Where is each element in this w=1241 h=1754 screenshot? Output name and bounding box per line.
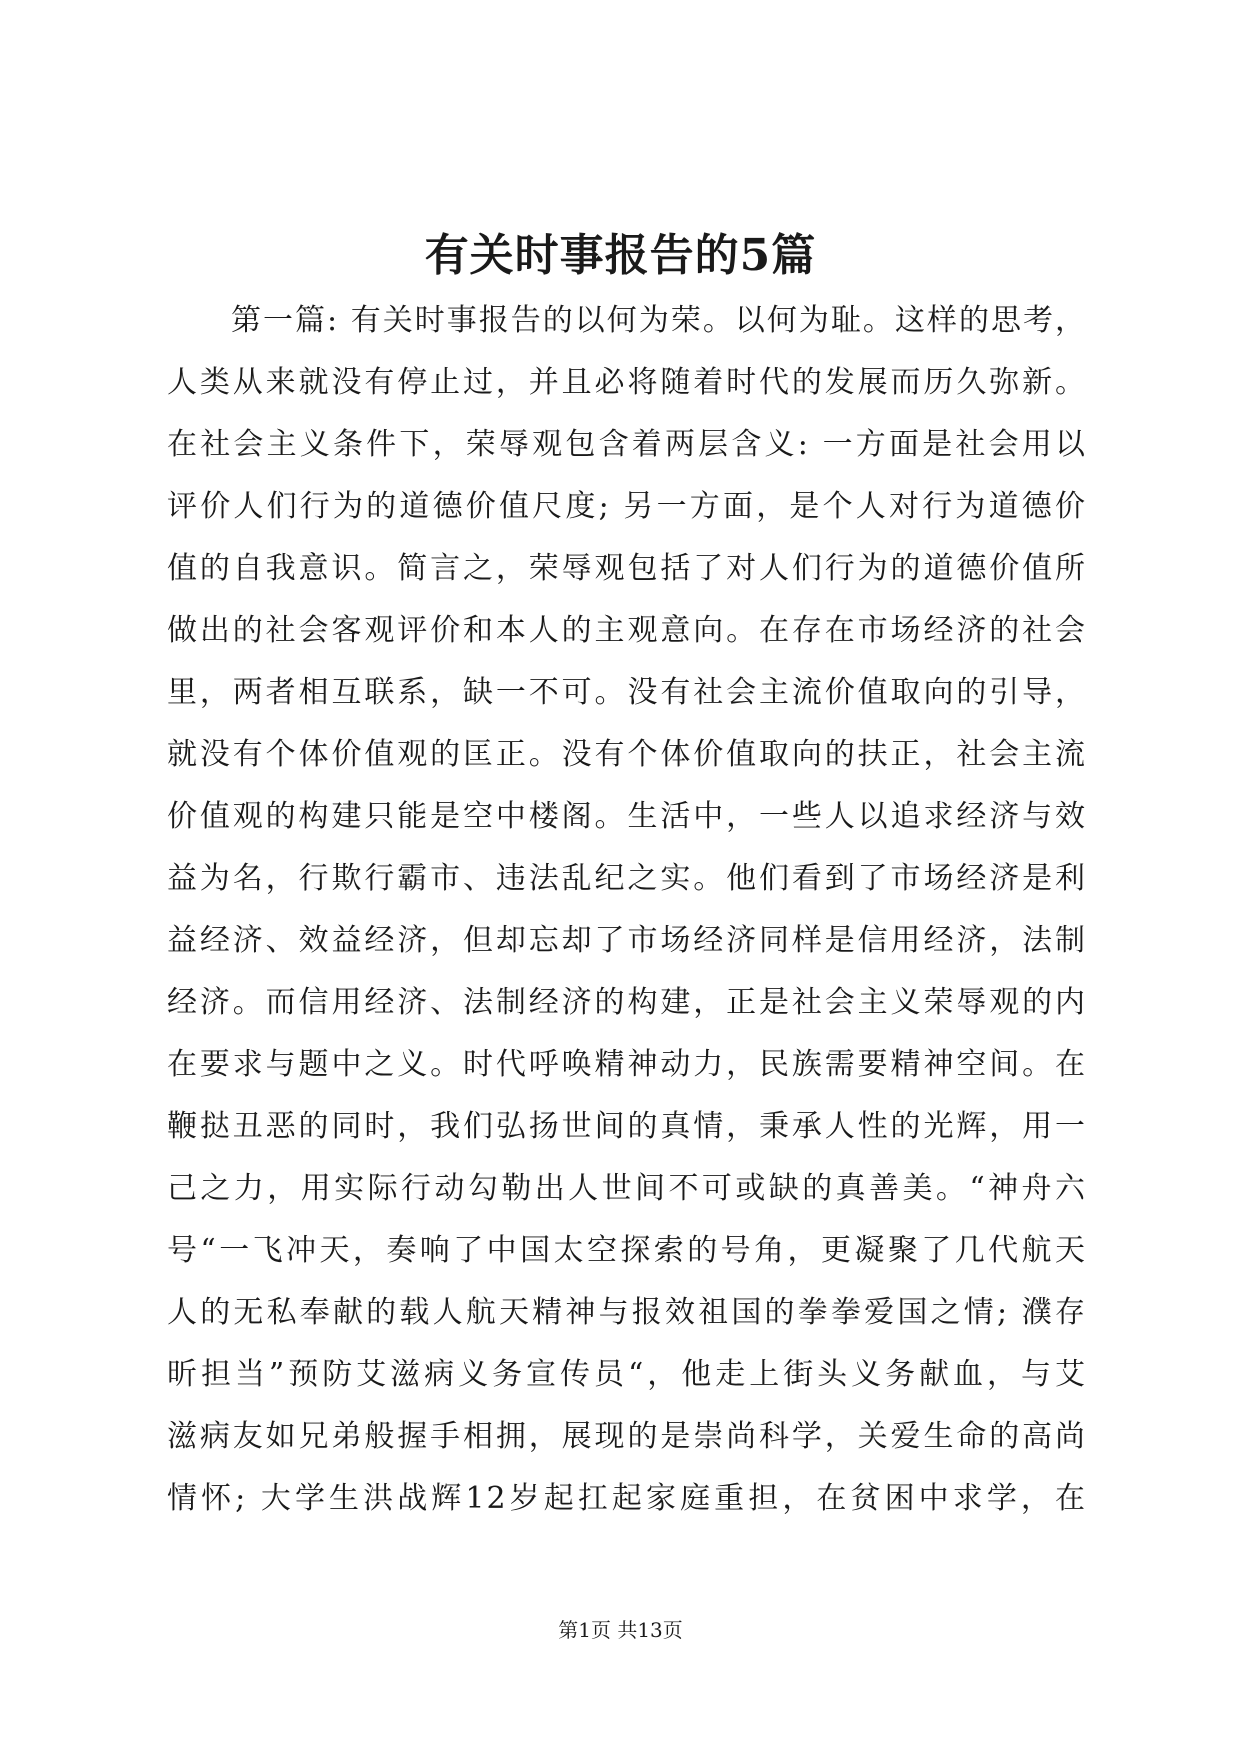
body-line: 益经济、效益经济，但却忘却了市场经济同样是信用经济，法制 xyxy=(167,923,1087,958)
body-line: 第一篇: 有关时事报告的以何为荣。以何为耻。这样的思考， xyxy=(231,303,1087,338)
body-line: 评价人们行为的道德价值尺度; 另一方面，是个人对行为道德价 xyxy=(167,489,1087,524)
document-body xyxy=(167,290,1087,1530)
body-line: 益为名，行欺行霸市、违法乱纪之实。他们看到了市场经济是利 xyxy=(167,861,1087,896)
body-line: 人类从来就没有停止过，并且必将随着时代的发展而历久弥新。 xyxy=(167,365,1087,400)
body-line: 鞭挞丑恶的同时，我们弘扬世间的真情，秉承人性的光辉，用一 xyxy=(167,1109,1087,1144)
body-line: 价值观的构建只能是空中楼阁。生活中，一些人以追求经济与效 xyxy=(167,799,1087,834)
body-line: 做出的社会客观评价和本人的主观意向。在存在市场经济的社会 xyxy=(167,613,1087,648)
body-line: 人的无私奉献的载人航天精神与报效祖国的拳拳爱国之情; 濮存 xyxy=(167,1295,1087,1330)
body-line: 己之力，用实际行动勾勒出人世间不可或缺的真善美。“神舟六 xyxy=(167,1171,1087,1206)
body-line: 号“一飞冲天，奏响了中国太空探索的号角，更凝聚了几代航天 xyxy=(167,1233,1087,1268)
body-line: 经济。而信用经济、法制经济的构建，正是社会主义荣辱观的内 xyxy=(167,985,1087,1020)
body-line: 在要求与题中之义。时代呼唤精神动力，民族需要精神空间。在 xyxy=(167,1047,1087,1082)
body-line: 滋病友如兄弟般握手相拥，展现的是崇尚科学，关爱生命的高尚 xyxy=(167,1419,1087,1454)
body-line: 情怀; 大学生洪战辉12岁起扛起家庭重担，在贫困中求学，在 xyxy=(167,1481,1087,1516)
body-line: 在社会主义条件下，荣辱观包含着两层含义: 一方面是社会用以 xyxy=(167,427,1087,462)
body-line: 值的自我意识。简言之，荣辱观包括了对人们行为的道德价值所 xyxy=(167,551,1087,586)
body-line: 就没有个体价值观的匡正。没有个体价值取向的扶正，社会主流 xyxy=(167,737,1087,772)
body-line: 里，两者相互联系，缺一不可。没有社会主流价值取向的引导， xyxy=(167,675,1087,710)
document-title: 有关时事报告的5篇 xyxy=(424,230,817,281)
page-footer: 第1页 共13页 xyxy=(558,1618,683,1642)
body-line: 昕担当”预防艾滋病义务宣传员“，他走上街头义务献血，与艾 xyxy=(167,1357,1087,1392)
